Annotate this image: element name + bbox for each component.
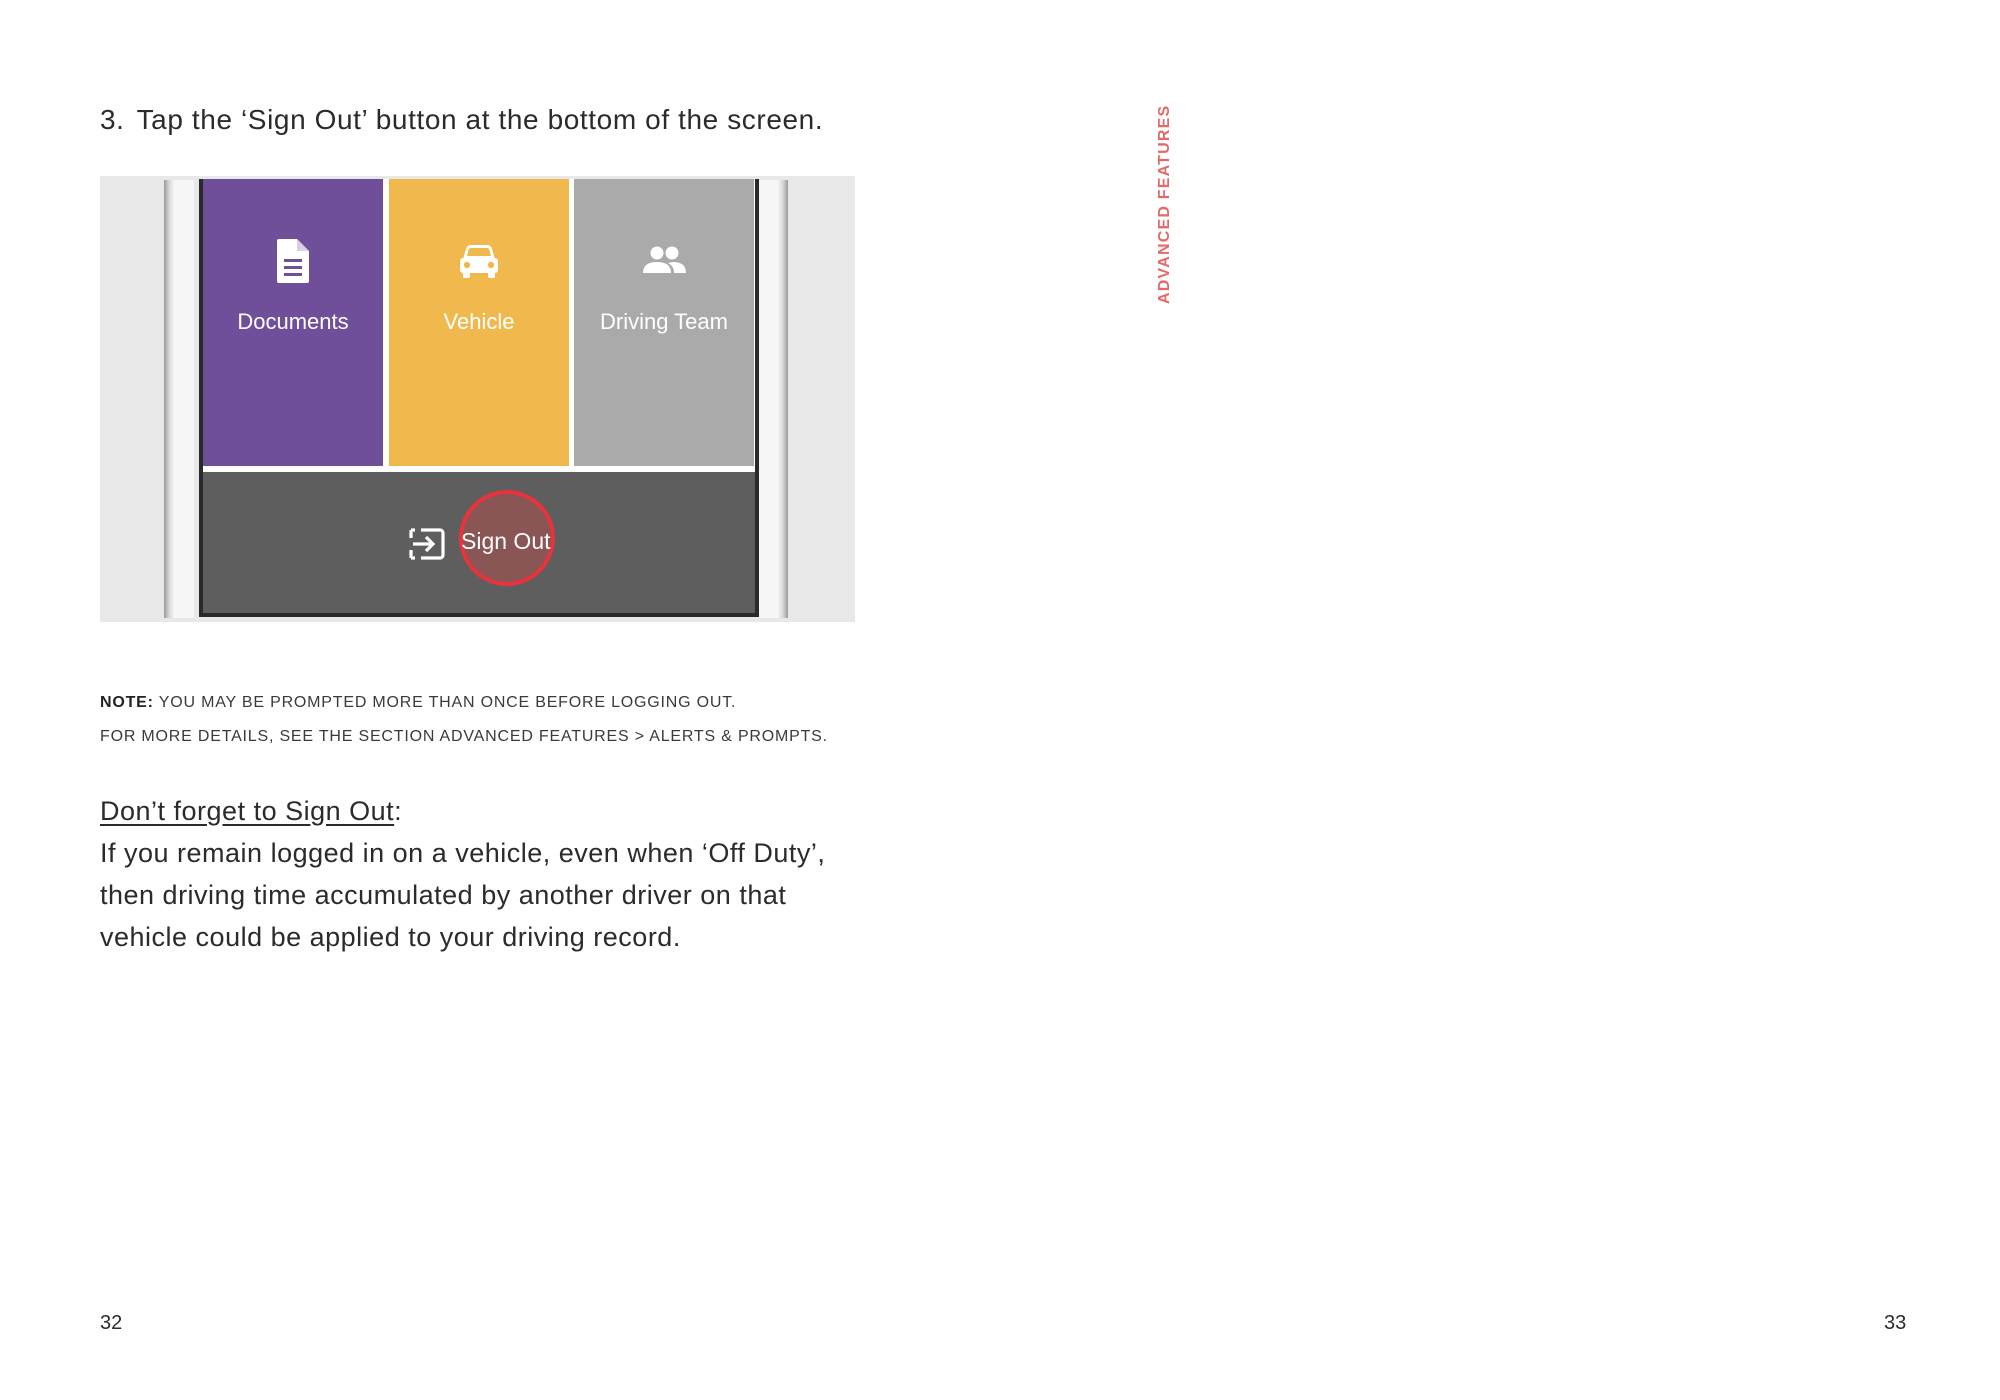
sign-out-button[interactable] (203, 472, 755, 613)
step-instruction (100, 104, 823, 136)
device-bezel-left (174, 180, 194, 618)
note-line-1 (100, 686, 828, 720)
page-number-right: 33 (1884, 1312, 1907, 1334)
sign-out-icon (407, 524, 447, 564)
reminder-line-2: then driving time accumulated by another driver on that (100, 880, 787, 910)
reminder-heading: Don’t forget to Sign Out (100, 796, 395, 826)
reminder-line-1: If you remain logged in on a vehicle, even when ‘Off Duty’, (100, 838, 826, 868)
sign-out-reminder (100, 790, 825, 958)
documents-tile[interactable] (203, 179, 383, 466)
app-screenshot (100, 176, 855, 622)
driving-team-tile-label: Driving Team (600, 309, 728, 334)
step-number: 3. (100, 104, 125, 135)
section-tab: ADVANCED FEATURES (1156, 104, 1173, 304)
device-frame-right (778, 180, 788, 618)
vehicle-tile-label: Vehicle (443, 309, 515, 334)
device-bezel-right (758, 180, 778, 618)
people-icon (638, 235, 690, 287)
car-icon (453, 235, 505, 287)
device-frame-left (164, 180, 174, 618)
documents-tile-label: Documents (237, 309, 349, 334)
document-icon (267, 235, 319, 287)
driving-team-tile[interactable] (574, 179, 754, 466)
vehicle-tile[interactable] (389, 179, 569, 466)
reminder-heading-line (100, 790, 825, 832)
note-line-2: FOR MORE DETAILS, SEE THE SECTION ADVANCED FEATURES > ALERTS & PROMPTS. (100, 728, 828, 745)
app-screen (199, 179, 759, 617)
note-block (100, 686, 828, 754)
note-text-1: YOU MAY BE PROMPTED MORE THAN ONCE BEFORE LOGGING OUT. (158, 694, 737, 711)
step-text: Tap the ‘Sign Out’ button at the bottom of the screen. (136, 104, 824, 135)
page-number-left: 32 (100, 1312, 123, 1334)
note-label: NOTE: (100, 694, 154, 711)
reminder-line-3: vehicle could be applied to your driving record. (100, 922, 681, 952)
sign-out-label: Sign Out (461, 528, 551, 554)
reminder-heading-suffix: : (394, 796, 403, 826)
right-page (1000, 0, 2000, 1400)
